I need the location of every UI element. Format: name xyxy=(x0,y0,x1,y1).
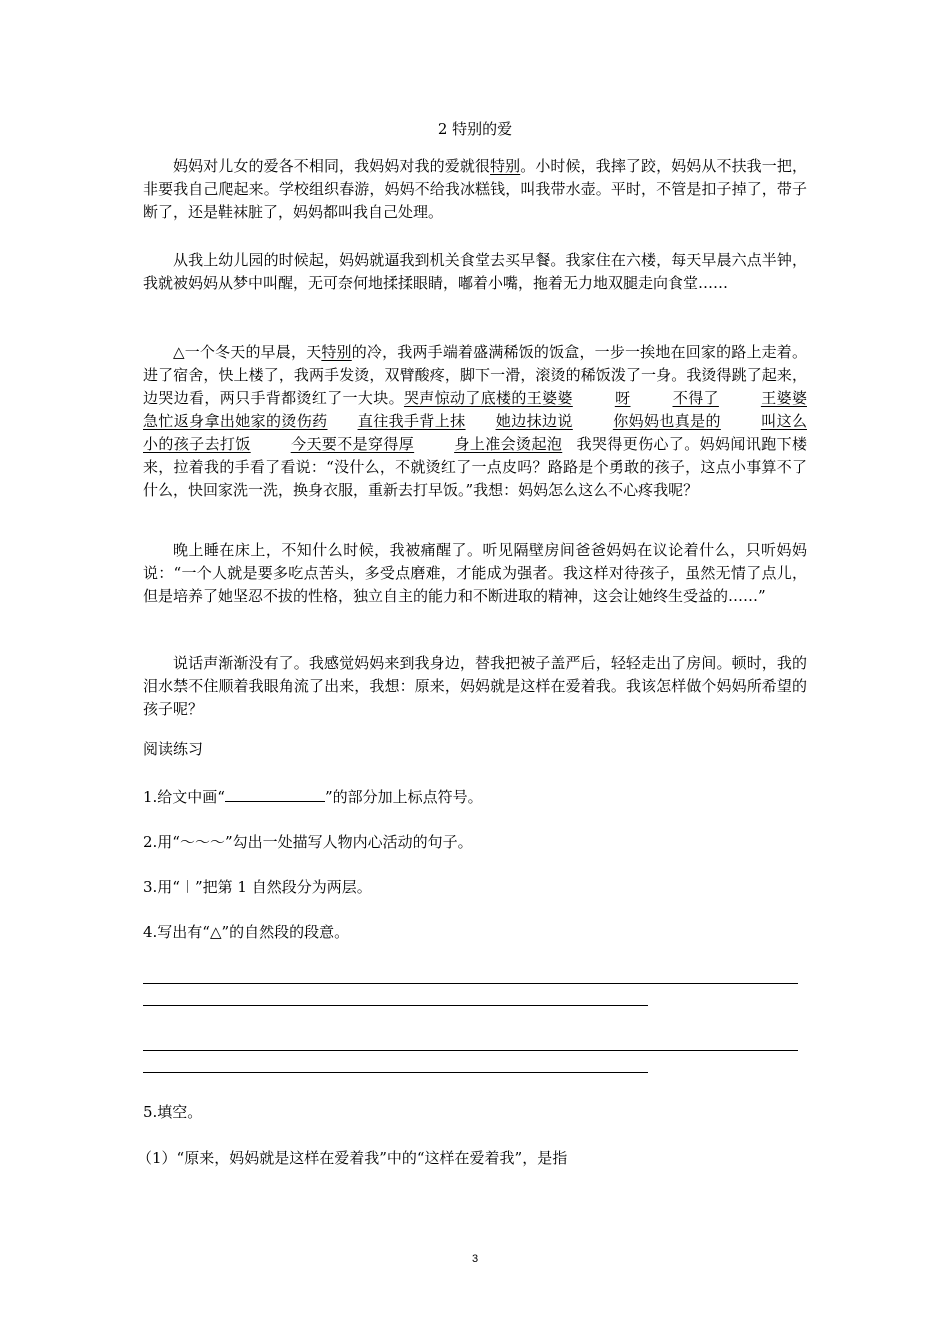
question-2: 2.用“～～～”勾出一处描写人物内心活动的句子。 xyxy=(143,833,473,851)
paragraph-1-text-b: 。小时候，我摔了跤，妈妈从不扶我一把，非要我自己爬起来。学校组织春游，妈妈不给我冰糕钱，叫我带水壶。平时，不管是扣子掉了，带子断了，还是鞋袜脏了，妈妈都叫我自己处理。 xyxy=(143,157,807,221)
question-5: 5.填空。 xyxy=(143,1103,203,1121)
paragraph-1-underlined-word: 特别 xyxy=(490,157,521,175)
paragraph-3-underlined-word: 特别 xyxy=(321,343,352,361)
answer-line[interactable] xyxy=(143,1050,798,1051)
answer-line[interactable] xyxy=(143,1005,648,1006)
question-3: 3.用“︱”把第 1 自然段分为两层。 xyxy=(143,878,372,896)
passage-segment: 哭声惊动了底楼的王婆婆 xyxy=(403,389,573,407)
passage-segment: 叫这么小的孩子去打饭 xyxy=(143,412,807,453)
answer-line[interactable] xyxy=(143,983,798,984)
paragraph-1-text-a: 妈妈对儿女的爱各不相同，我妈妈对我的爱就很 xyxy=(173,157,491,175)
paragraph-4: 晚上睡在床上，不知什么时候，我被痛醒了。听见隔壁房间爸爸妈妈在议论着什么，只听妈妈说：“一个人就是要多吃点苦头，多受点磨难，才能成为强者。我这样对待孩子，虽然无情了点儿，但是培养了她坚忍不拔的性格，独立自主的能力和不断进取的精神，这会让她终生受益的……” xyxy=(143,541,807,605)
article-title: 2 特别的爱 xyxy=(437,120,513,138)
exercise-heading: 阅读练习 xyxy=(143,740,204,758)
page-number: 3 xyxy=(471,1253,479,1265)
passage-segment: 今天要不是穿得厚 xyxy=(290,435,415,453)
question-5-1: （1）“原来，妈妈就是这样在爱着我”中的“这样在爱着我”，是指 xyxy=(137,1149,568,1167)
paragraph-3-text-a: △一个冬天的早晨，天 xyxy=(173,343,322,361)
paragraph-3 xyxy=(143,341,807,502)
passage-segment: 直往我手背上抹 xyxy=(357,412,466,430)
passage-segment: 王婆婆急忙返身拿出她家的烫伤药 xyxy=(143,389,807,430)
paragraph-5: 说话声渐渐没有了。我感觉妈妈来到我身边，替我把被子盖严后，轻轻走出了房间。顿时，我的泪水禁不住顺着我眼角流了出来，我想：原来，妈妈就是这样在爱着我。我该怎样做个妈妈所希望的孩子呢？ xyxy=(143,654,807,718)
paragraph-3-text-c: 我哭得更伤心了。妈妈闻讯跑下楼来，拉着我的手看了看说：“没什么，不就烫红了一点皮吗？路路是个勇敢的孩子，这点小事算不了什么，快回家洗一洗，换身衣服，重新去打早饭。”我想：妈妈怎么这么不心疼我呢？ xyxy=(143,435,807,499)
passage-segment: 呀 xyxy=(614,389,631,407)
paragraph-3-text-b: 的冷，我两手端着盛满稀饭的饭盒，一步一挨地在回家的路上走着。进了宿舍，快上楼了，我两手发烫，双臂酸疼，脚下一滑，滚烫的稀饭泼了一身。我烫得跳了起来，边哭边看，两只手背都烫红了一大块。 xyxy=(143,343,807,407)
question-1-blank xyxy=(225,787,325,802)
passage-segment: 身上准会烫起泡 xyxy=(454,435,563,453)
paragraph-1 xyxy=(143,155,807,224)
paragraph-2: 从我上幼儿园的时候起，妈妈就逼我到机关食堂去买早餐。我家住在六楼，每天早晨六点半钟，我就被妈妈从梦中叫醒，无可奈何地揉揉眼睛，嘟着小嘴，拖着无力地双腿走向食堂…… xyxy=(143,251,807,292)
question-1 xyxy=(143,786,483,808)
question-4: 4.写出有“△”的自然段的段意。 xyxy=(143,923,350,941)
answer-line[interactable] xyxy=(143,1072,648,1073)
question-1-text-a: 1.给文中画“ xyxy=(143,788,225,806)
passage-segment: 不得了 xyxy=(672,389,719,407)
passage-segment: 你妈妈也真是的 xyxy=(612,412,721,430)
question-1-text-b: ”的部分加上标点符号。 xyxy=(324,788,483,806)
passage-segment: 她边抹边说 xyxy=(495,412,573,430)
